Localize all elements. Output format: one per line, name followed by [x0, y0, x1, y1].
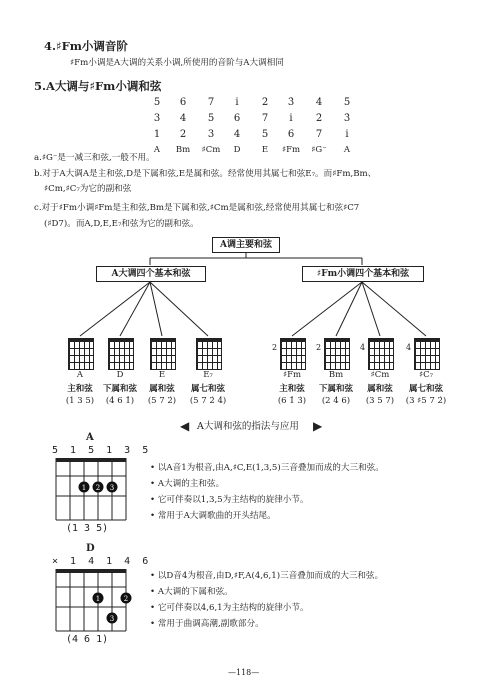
chord-grid-icon	[280, 340, 306, 370]
scale-note: i̇	[289, 113, 293, 124]
chord-grid-icon	[414, 340, 440, 370]
scale-chord-name: E	[261, 145, 269, 155]
chord-notes: (4 6 1̇)	[105, 396, 135, 406]
bullet-icon: •	[150, 571, 158, 581]
chord-a-finger-3: 3	[109, 484, 115, 492]
scale-note: 4̇	[315, 97, 323, 108]
bullet-icon: •	[150, 603, 158, 613]
chord-grid-icon	[196, 340, 222, 370]
scale-chord-name: A	[343, 145, 351, 155]
scale-note: 7	[261, 113, 269, 124]
scale-note: i̇	[345, 129, 349, 140]
chord-d-name: D	[86, 543, 95, 554]
bullet-icon: •	[150, 619, 158, 629]
bullet-item	[150, 586, 233, 599]
bullet-text: A大调的主和弦。	[157, 479, 225, 489]
chord-name: D	[116, 370, 124, 380]
note-a: a.♯G⁻是一减三和弦,一般不用。	[34, 153, 155, 163]
scale-note: 3̇	[343, 113, 351, 124]
bullet-text: 它可伴奏以1,3,5为主结构的旋律小节。	[157, 495, 309, 505]
note-b-line2: ♯Cm,♯C₇为它的副和弦	[44, 184, 132, 194]
banner-right-arrow: ▶	[313, 419, 323, 433]
scale-note: 7	[315, 129, 323, 140]
bullet-item	[150, 478, 224, 491]
chord-name: E	[158, 370, 166, 380]
fret-number: 2	[272, 343, 278, 352]
chord-a-fretboard	[52, 458, 132, 522]
chord-a-finger-2: 2	[95, 484, 101, 492]
bullet-item	[150, 570, 383, 583]
section4-title: 4.♯Fm小调音阶	[44, 39, 128, 53]
bullet-text: 常用于曲调高潮,副歌部分。	[157, 619, 264, 629]
chord-d-fretboard	[52, 569, 132, 633]
chord-role: 属七和弦	[408, 384, 443, 394]
section5-title: 5.A大调与♯Fm小调和弦	[34, 79, 162, 93]
fret-number: 4	[406, 343, 412, 352]
chord-d-formula: (4 6 1)	[66, 634, 109, 645]
scale-note: 5	[207, 113, 215, 124]
chord-role: 下属和弦	[318, 384, 353, 394]
bullet-icon: •	[150, 479, 158, 489]
tree-left-box: A大调四个基本和弦	[96, 266, 206, 282]
tree-right-box: ♯Fm小调四个基本和弦	[302, 266, 424, 282]
chord-name: Bm	[328, 370, 344, 380]
chord-role: 主和弦	[67, 384, 93, 394]
chord-role: 属和弦	[149, 384, 175, 394]
scale-chord-name: ♯Fm	[281, 145, 301, 155]
chord-grid-icon	[324, 340, 350, 370]
chord-notes: (2 4 6)	[321, 396, 351, 406]
chord-notes: (5 7 2̇ 4̇)	[189, 396, 227, 406]
chord-role: 下属和弦	[102, 384, 137, 394]
scale-note: 2̇	[315, 113, 323, 124]
scale-note: 6	[179, 97, 187, 108]
scale-note: i̇	[235, 97, 239, 108]
page-number: —118—	[228, 668, 260, 677]
chord-d-finger-2: 2	[123, 595, 129, 603]
bullet-icon: •	[150, 511, 158, 521]
chord-grid-icon	[108, 340, 134, 370]
banner-left-arrow: ◀	[180, 419, 190, 433]
bullet-text: 它可伴奏以4,6,1为主结构的旋律小节。	[157, 603, 309, 613]
chord-name: ♯Cm	[370, 370, 390, 380]
bullet-text: 常用于A大调歌曲的开头结尾。	[157, 511, 276, 521]
bullet-item	[150, 462, 384, 475]
scale-note: 4	[179, 113, 187, 124]
bullet-text: A大调的下属和弦。	[157, 587, 233, 597]
scale-chord-name: ♯Cm	[201, 145, 221, 155]
chord-name: A	[76, 370, 84, 380]
section4-text: ♯Fm小调是A大调的关系小调,所使用的音阶与A大调相同	[70, 58, 284, 68]
scale-note: 1	[153, 129, 161, 140]
chord-a-formula: (1 3 5)	[66, 523, 109, 534]
scale-note: 5	[261, 129, 269, 140]
chord-notes: (6 1̇ 3̇)	[277, 396, 307, 406]
fret-number: 4	[360, 343, 366, 352]
scale-note: 6	[233, 113, 241, 124]
scale-chord-name: A	[153, 145, 161, 155]
scale-note: 5̇	[343, 97, 351, 108]
bullet-item	[150, 494, 309, 507]
scale-note: 2̇	[261, 97, 269, 108]
scale-note: 5	[153, 97, 161, 108]
bullet-text: 以D音4为根音,由D,♯F,A(4,6,1)三音叠加而成的大三和弦。	[157, 571, 384, 581]
bullet-item	[150, 618, 264, 631]
bullet-item	[150, 510, 276, 523]
chord-role: 主和弦	[279, 384, 305, 394]
chord-a-strings: 5 1 5 1 3 5	[52, 445, 152, 456]
note-c-line1: c.对于♯Fm小调♯Fm是主和弦,Bm是下属和弦,♯Cm是属和弦,经常使用其属七和弦♯C7	[34, 203, 360, 213]
chord-a-finger-1: 1	[81, 484, 87, 492]
tree-root-box: A调主要和弦	[212, 237, 280, 253]
chord-d-strings: × 1 4 1 4 6	[52, 556, 152, 567]
fret-number: 2	[316, 343, 322, 352]
scale-chord-name: D	[233, 145, 241, 155]
chord-a-name: A	[86, 432, 94, 443]
banner-title: A大调和弦的指法与应用	[197, 421, 299, 432]
scale-note: 4	[233, 129, 241, 140]
bullet-icon: •	[150, 587, 158, 597]
scale-note: 3̇	[287, 97, 295, 108]
scale-chord-name: Bm	[175, 145, 191, 155]
chord-d-finger-3: 3	[109, 615, 115, 623]
chord-name: ♯Fm	[282, 370, 302, 380]
chord-notes: (3 ♯5 7 2̇)	[405, 396, 447, 406]
chord-notes: (3 5 7)	[365, 396, 395, 406]
chord-grid-icon	[150, 340, 176, 370]
scale-note: 6	[287, 129, 295, 140]
scale-note: 3	[153, 113, 161, 124]
scale-note: 2	[179, 129, 187, 140]
bullet-item	[150, 602, 309, 615]
bullet-icon: •	[150, 463, 158, 473]
chord-d-finger-1: 1	[95, 595, 101, 603]
chord-notes: (1 3 5)	[65, 396, 95, 406]
scale-chord-name: ♯G⁻	[311, 145, 327, 155]
chord-role: 属七和弦	[190, 384, 225, 394]
chord-grid-icon	[68, 340, 94, 370]
chord-name: ♯C₇	[418, 370, 434, 380]
bullet-text: 以A音1为根音,由A,♯C,E(1,3,5)三音叠加而成的大三和弦。	[157, 463, 384, 473]
note-b-line1: b.对于A大调A是主和弦,D是下属和弦,E是属和弦。经常使用其属七和弦E₇。而♯Fm,Bm、	[34, 169, 377, 179]
note-c-line2: (♯D7)。而A,D,E,E₇和弦为它的副和弦。	[44, 219, 199, 229]
chord-notes: (5 7 2̇)	[147, 396, 177, 406]
chord-name: E₇	[203, 370, 213, 380]
chord-role: 属和弦	[367, 384, 393, 394]
bullet-icon: •	[150, 495, 158, 505]
chord-grid-icon	[368, 340, 394, 370]
scale-note: 3	[207, 129, 215, 140]
scale-note: 7	[207, 97, 215, 108]
